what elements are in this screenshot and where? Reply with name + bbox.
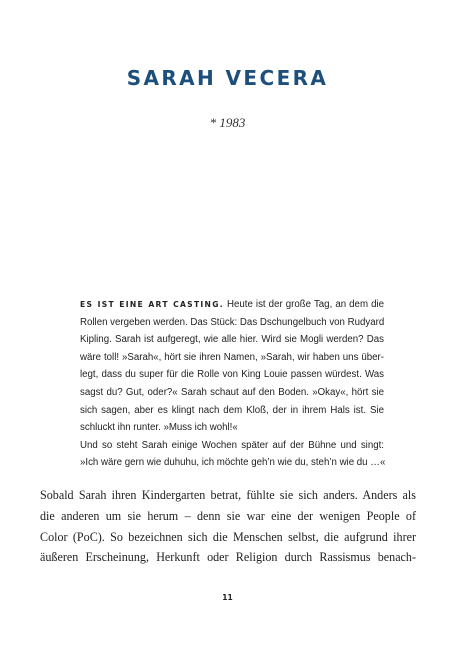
- intro-line: schluckt ihn runter. »Muss ich wohl!«: [80, 422, 238, 434]
- body-line: äußeren Erscheinung, Herkunft oder Religion durch Rassismus benach-: [40, 550, 416, 565]
- intro-lead: ES IST EINE ART CASTING.: [80, 300, 224, 309]
- intro-line: sagst du? Gut, oder?« Sarah schaut auf den Boden. »Okay«, hört sie: [80, 386, 384, 398]
- intro-line: »Ich wäre gern wie duhuhu, ich möchte geh’n wie du, steh’n wie du …«: [80, 457, 386, 469]
- body-line: Sobald Sarah ihren Kindergarten betrat, fühlte sie sich anders. Anders als: [40, 488, 416, 502]
- intro-line: Rollen vergeben werden. Das Stück: Das Dschungelbuch von Rudyard: [80, 316, 385, 328]
- intro-line: wäre toll! »Sarah«, hört sie ihren Namen, »Sarah, wir haben uns über-: [80, 351, 384, 363]
- birth-year: * 1983: [209, 115, 246, 130]
- intro-line: sich sagen, aber es klingt nach dem Kloß, der in ihrem Hals ist. Sie: [80, 404, 384, 416]
- body-line: die anderen um sie herum – denn sie war eine der wenigen People of: [40, 508, 416, 523]
- intro-line-rest: Heute ist der große Tag, an dem die: [223, 299, 385, 310]
- chapter-title: SARAH VECERA: [126, 66, 329, 90]
- intro-paragraph: [80, 296, 384, 472]
- intro-line: [80, 296, 384, 314]
- intro-line: Kipling. Sarah ist aufgeregt, wie alle hier. Wird sie Mogli werden? Das: [80, 334, 384, 346]
- intro-line: Und so steht Sarah einige Wochen später auf der Bühne und singt:: [80, 439, 384, 451]
- body-line: Color (PoC). So bezeichnen sich die Menschen selbst, die aufgrund ihrer: [40, 529, 416, 544]
- intro-line: legt, dass du super für die Rolle von King Louie passen würdest. Was: [80, 369, 384, 381]
- body-paragraph: [40, 485, 416, 568]
- page-number: 11: [222, 593, 233, 602]
